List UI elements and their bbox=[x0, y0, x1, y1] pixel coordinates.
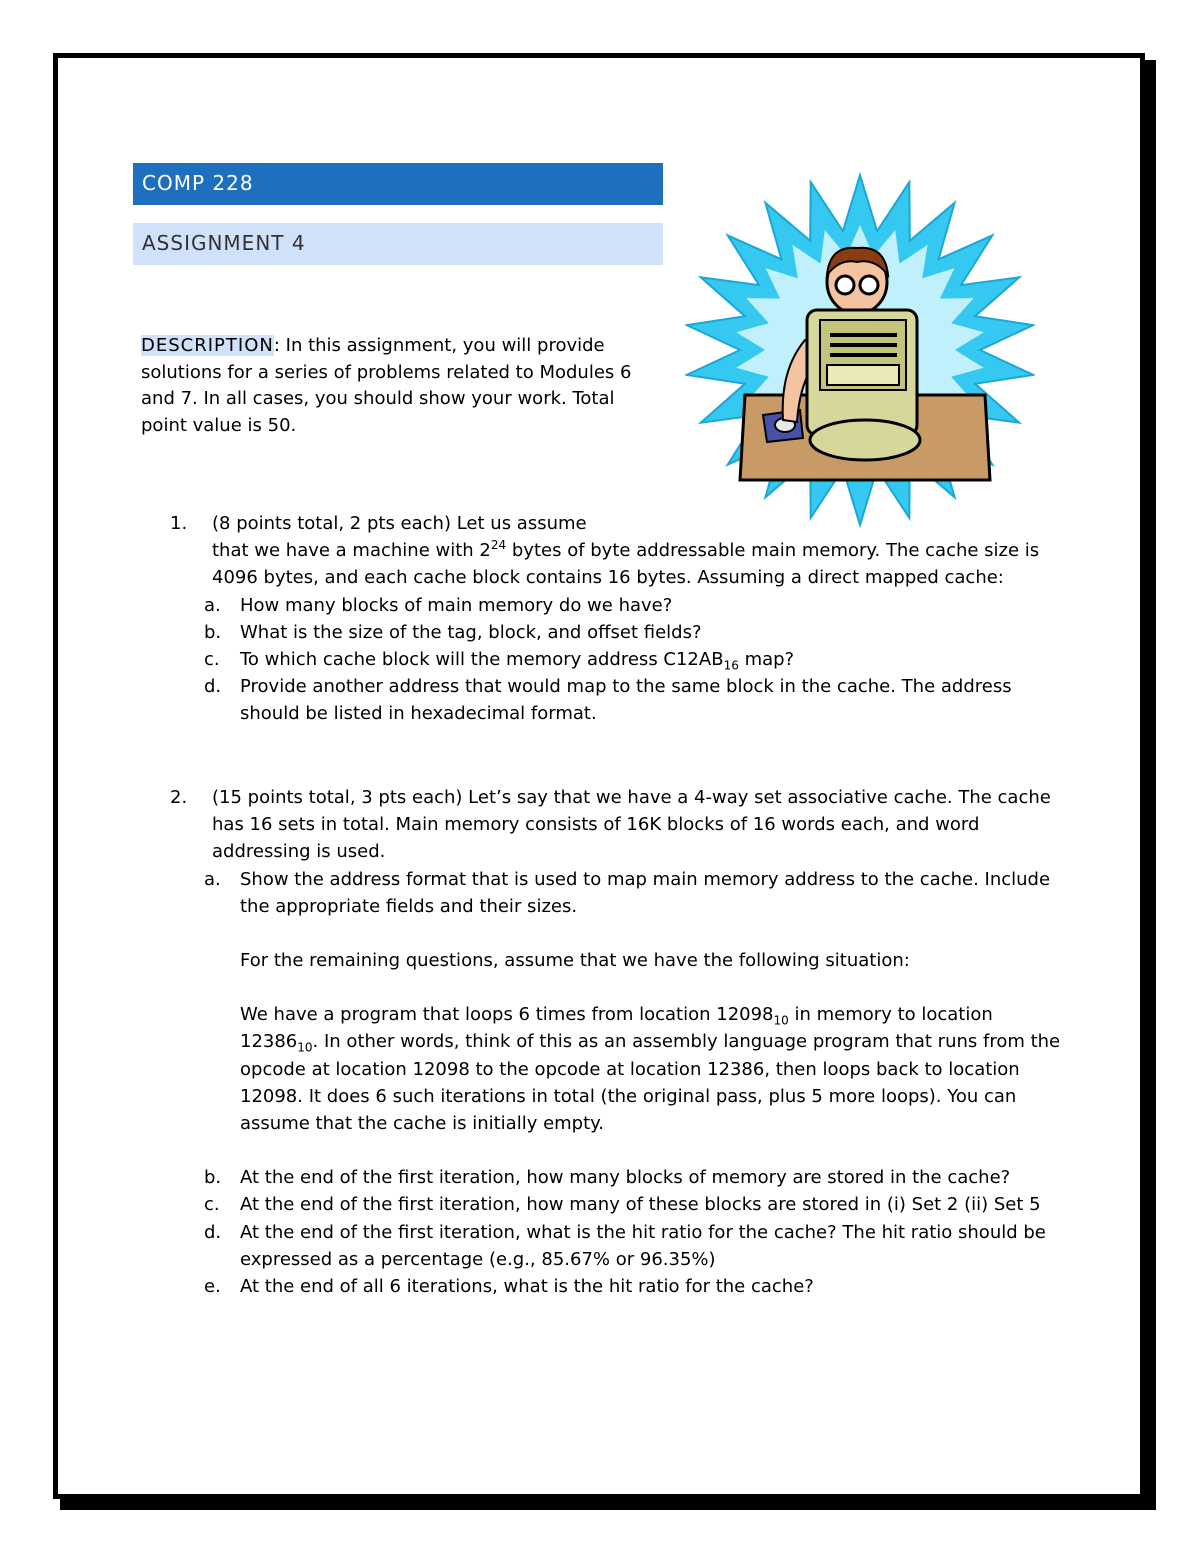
screen-panel bbox=[827, 365, 899, 385]
question-2a: a. Show the address format that is used to map main memory address to the cache. Include the appropriate fields and their sizes. For the remaining questions, assume that we have the following situation: We have a program that loops 6 times from location $12098_{10}$ in memory to location $12386_{10}$. In other words, think of this as an assembly language program that runs from the opcode at location 12098 to the opcode at location 12386, then loops back to location 12098. It does 6 such iterations in total (the original pass, plus 5 more loops). You can assume that the cache is initially empty. bbox=[170, 866, 1070, 1165]
question-2c: c. At the end of the first iteration, how many of these blocks are stored in (i) Set 2 (ii) Set 5 bbox=[204, 1194, 1041, 1216]
question-1-intro: that we have a machine with $2^{24}$ bytes of byte addressable main memory. The cache size is 4096 bytes, and each cache block contains 16 bytes. Assuming a direct mapped cache: bbox=[212, 538, 1040, 589]
description-text: : In this assignment, you will provide solutions for a series of problems related to Modules 6 and 7. In all cases, you should show your work. Total point value is 50. bbox=[141, 335, 632, 436]
question-1 bbox=[170, 510, 1070, 728]
question-2 bbox=[170, 784, 1070, 1300]
question-number: 2. bbox=[170, 787, 188, 808]
question-2-intro: (15 points total, 3 pts each) Let’s say that we have a 4-way set associative cache. The cache has 16 sets in total. Main memory consists of 16K blocks of 16 words each, and word addressing is used. bbox=[212, 787, 1051, 863]
description bbox=[141, 333, 666, 439]
course-title: COMP 228 bbox=[133, 163, 663, 205]
assignment-title: ASSIGNMENT 4 bbox=[133, 223, 663, 265]
monitor-stand bbox=[810, 420, 920, 460]
question-2d: d. At the end of the first iteration, what is the hit ratio for the cache? The hit ratio should be expressed as a percentage (e.g., 85.67% or 96.35%) bbox=[204, 1221, 1046, 1270]
glasses-right bbox=[860, 276, 878, 294]
question-1b: b. What is the size of the tag, block, and offset fields? bbox=[204, 621, 702, 643]
glasses-left bbox=[836, 276, 854, 294]
remaining-note: For the remaining questions, assume that we have the following situation: bbox=[240, 950, 910, 972]
question-1a: a. How many blocks of main memory do we have? bbox=[204, 594, 673, 616]
question-1c: c. To which cache block will the memory address $C12AB_{16}$ map? bbox=[204, 649, 795, 673]
description-label: DESCRIPTION bbox=[141, 335, 274, 356]
question-2b: b. At the end of the first iteration, how many blocks of memory are stored in the cache? bbox=[204, 1167, 1011, 1189]
question-2e: e. At the end of all 6 iterations, what is the hit ratio for the cache? bbox=[204, 1276, 814, 1298]
program-scenario: We have a program that loops 6 times from location $12098_{10}$ in memory to location $12386_{10}$. In other words, think of this as an assembly language program that runs from the opcode at location 12098 to the opcode at location 12386, then loops back to location 12098. It does 6 such iterations in total (the original pass, plus 5 more loops). You can assume that the cache is initially empty. bbox=[240, 1004, 1061, 1135]
question-number: 1. bbox=[170, 513, 188, 534]
programmer-at-computer-icon bbox=[685, 170, 1035, 530]
question-1-intro-a: (8 points total, 2 pts each) Let us assume bbox=[212, 513, 587, 534]
question-1d: d. Provide another address that would map to the same block in the cache. The address should be listed in hexadecimal format. bbox=[204, 676, 1012, 725]
